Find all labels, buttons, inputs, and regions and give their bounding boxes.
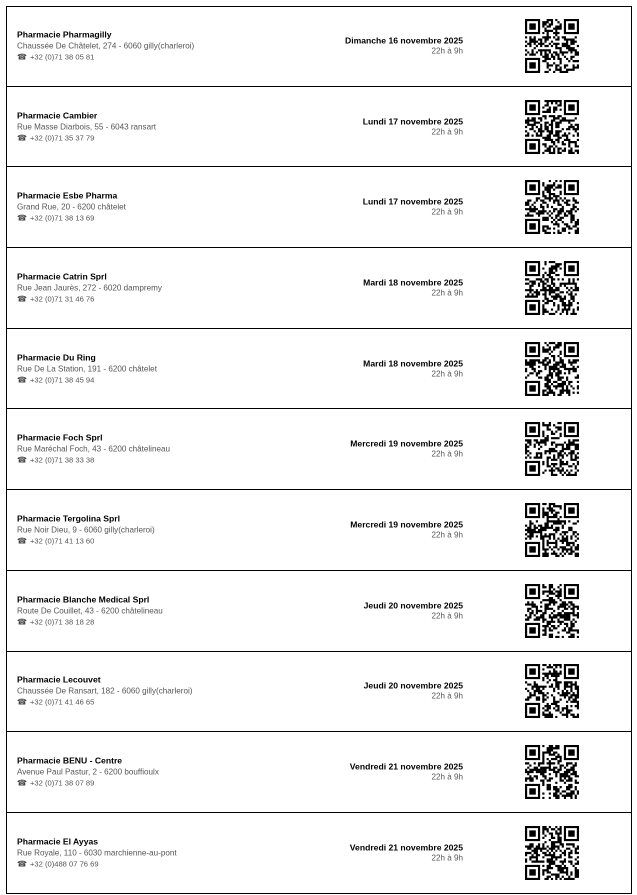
phone-number: +32 (0)71 35 37 79 [29,133,95,143]
duty-date: Lundi 17 novembre 2025 [362,196,463,207]
duty-hours: 22h à 9h [431,46,463,56]
pharmacy-row [6,87,632,168]
duty-date: Lundi 17 novembre 2025 [362,116,463,127]
pharmacy-address: Rue Royale, 110 - 6030 marchienne-au-pont [17,848,177,858]
duty-date: Vendredi 21 novembre 2025 [349,842,463,853]
duty-date: Jeudi 20 novembre 2025 [363,680,463,691]
duty-hours: 22h à 9h [431,530,463,540]
pharmacy-row [6,652,632,733]
pharmacy-address: Chaussée De Châtelet, 274 - 6060 gilly(charleroi) [17,41,195,51]
phone-icon: ☎ [17,52,27,62]
phone-number: +32 (0)71 38 05 81 [29,52,95,62]
phone-icon: ☎ [17,375,27,385]
phone-number: +32 (0)488 07 76 69 [29,859,99,869]
pharmacy-row [6,732,632,813]
pharmacy-address: Rue Masse Diarbois, 55 - 6043 ransart [17,122,157,132]
phone-icon: ☎ [17,697,27,707]
pharmacy-name: Pharmacie Cambier [17,110,98,121]
duty-hours: 22h à 9h [431,288,463,298]
qr-code-icon[interactable] [525,503,579,557]
pharmacy-address: Avenue Paul Pastur, 2 - 6200 bouffioulx [17,767,159,777]
phone-number: +32 (0)71 31 46 76 [29,294,95,304]
pharmacy-name: Pharmacie Pharmagilly [17,29,112,40]
duty-hours: 22h à 9h [431,691,463,701]
pharmacy-name: Pharmacie Catrin Sprl [17,271,107,282]
phone-number: +32 (0)71 38 18 28 [29,617,95,627]
pharmacy-address: Rue Maréchal Foch, 43 - 6200 châtelineau [17,444,170,454]
qr-code-icon[interactable] [525,826,579,880]
pharmacy-list [6,6,632,894]
phone-number: +32 (0)71 41 46 65 [29,697,95,707]
phone-icon: ☎ [17,455,27,465]
pharmacy-row [6,571,632,652]
phone-icon: ☎ [17,536,27,546]
duty-hours: 22h à 9h [431,127,463,137]
duty-hours: 22h à 9h [431,853,463,863]
duty-date: Mardi 18 novembre 2025 [363,277,463,288]
duty-hours: 22h à 9h [431,772,463,782]
duty-date: Mercredi 19 novembre 2025 [350,438,463,449]
qr-code-icon[interactable] [525,584,579,638]
duty-date: Mercredi 19 novembre 2025 [350,519,463,530]
pharmacy-address: Rue Jean Jaurès, 272 - 6020 dampremy [17,283,162,293]
pharmacy-row [6,490,632,571]
phone-icon: ☎ [17,617,27,627]
phone-icon: ☎ [17,213,27,223]
pharmacy-address: Rue De La Station, 191 - 6200 châtelet [17,364,157,374]
phone-number: +32 (0)71 41 13 60 [29,536,95,546]
duty-schedule [263,762,463,783]
phone-number: +32 (0)71 38 07 89 [29,778,95,788]
duty-date: Vendredi 21 novembre 2025 [349,761,463,772]
duty-hours: 22h à 9h [431,611,463,621]
qr-code-icon[interactable] [525,180,579,234]
phone-icon: ☎ [17,859,27,869]
duty-schedule [263,116,463,137]
duty-date: Mardi 18 novembre 2025 [363,358,463,369]
duty-date: Dimanche 16 novembre 2025 [345,35,463,46]
duty-hours: 22h à 9h [431,369,463,379]
phone-icon: ☎ [17,133,27,143]
pharmacy-name: Pharmacie Esbe Pharma [17,190,118,201]
duty-schedule [263,842,463,863]
pharmacy-row [6,329,632,410]
pharmacy-name: Pharmacie Blanche Medical Sprl [17,594,150,605]
phone-icon: ☎ [17,778,27,788]
phone-number: +32 (0)71 38 33 38 [29,455,95,465]
pharmacy-address: Route De Couillet, 43 - 6200 châtelineau [17,606,163,616]
qr-code-icon[interactable] [525,422,579,476]
duty-schedule [263,358,463,379]
duty-schedule [263,519,463,540]
pharmacy-row [6,6,632,87]
pharmacy-row [6,409,632,490]
duty-schedule [263,36,463,57]
duty-schedule [263,197,463,218]
phone-icon: ☎ [17,294,27,304]
qr-code-icon[interactable] [525,261,579,315]
pharmacy-address: Chaussée De Ransart, 182 - 6060 gilly(charleroi) [17,686,193,696]
duty-hours: 22h à 9h [431,207,463,217]
pharmacy-name: Pharmacie Lecouvet [17,674,101,685]
duty-hours: 22h à 9h [431,449,463,459]
pharmacy-row [6,167,632,248]
pharmacy-name: Pharmacie Du Ring [17,352,96,363]
phone-number: +32 (0)71 38 45 94 [29,375,95,385]
duty-schedule [263,277,463,298]
qr-code-icon[interactable] [525,745,579,799]
duty-schedule [263,600,463,621]
qr-code-icon[interactable] [525,19,579,73]
phone-number: +32 (0)71 38 13 69 [29,213,95,223]
pharmacy-address: Grand Rue, 20 - 6200 châtelet [17,202,126,212]
pharmacy-address: Rue Noir Dieu, 9 - 6060 gilly(charleroi) [17,525,155,535]
qr-code-icon[interactable] [525,100,579,154]
qr-code-icon[interactable] [525,342,579,396]
duty-schedule [263,439,463,460]
pharmacy-row [6,248,632,329]
pharmacy-name: Pharmacie El Ayyas [17,836,99,847]
pharmacy-name: Pharmacie Foch Sprl [17,432,103,443]
qr-code-icon[interactable] [525,664,579,718]
duty-schedule [263,681,463,702]
pharmacy-name: Pharmacie BENU - Centre [17,755,123,766]
pharmacy-row [6,813,632,894]
duty-date: Jeudi 20 novembre 2025 [363,600,463,611]
pharmacy-name: Pharmacie Tergolina Sprl [17,513,120,524]
